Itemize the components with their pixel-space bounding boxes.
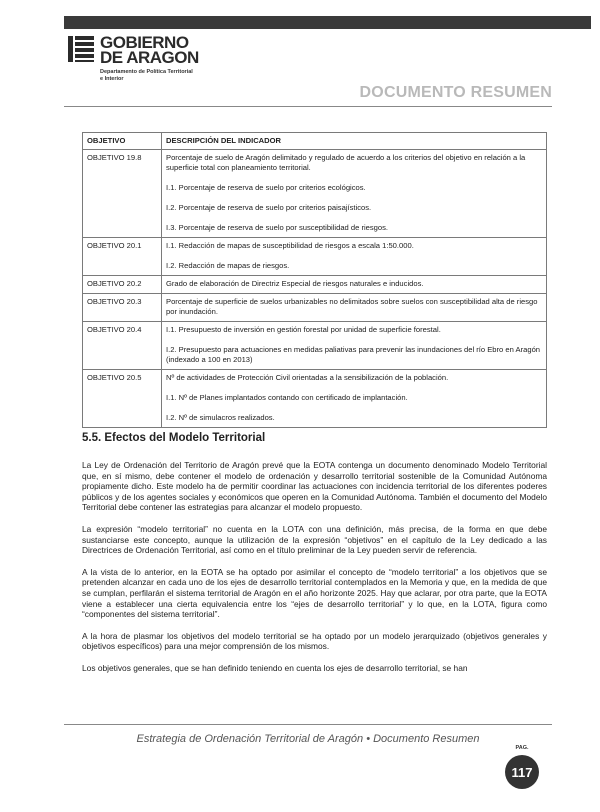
page-number: 117 [505, 755, 539, 789]
indicator-line: I.1. Porcentaje de reserva de suelo por criterios ecológicos. [166, 183, 366, 192]
aragon-logo-icon [66, 34, 96, 64]
indicator-line: I.2. Redacción de mapas de riesgos. [166, 261, 290, 270]
descripcion-cell [162, 370, 547, 428]
body-paragraph: La Ley de Ordenación del Territorio de Aragón prevé que la EOTA contenga un documento denominado Modelo Territorial que, en sí mismo, debe contener el modelo de ordenación y desarrollo territorial sostenible de la Comunidad Autónoma propiamente dicho. Este modelo ha de permitir coordinar las actuaciones con incidencia territorial de los diferentes poderes públicos y de los agentes sociales y económicos que operen en la Comunidad Autónoma. También el documento del Modelo Territorial debe contener las estrategias para alcanzar el modelo propuesto. [82, 460, 547, 513]
descripcion-cell [162, 294, 547, 322]
indicator-line: I.2. Porcentaje de reserva de suelo por criterios paisajísticos. [166, 203, 372, 212]
indicator-line: I.1. Nº de Planes implantados contando con certificado de implantación. [166, 393, 408, 402]
body-paragraph: La expresión “modelo territorial” no cuenta en la LOTA con una definición, más precisa, de la forma en que debe sustanciarse este concepto, aunque la utilización de la expresión “objetivos” en el capítulo de la Ley dedicado a las Directrices de Ordenación Territorial, así como en el título preliminar de la Ley pueden servir de referencia. [82, 523, 547, 556]
indicator-line: I.2. Nº de simulacros realizados. [166, 413, 275, 422]
indicator-line: Grado de elaboración de Directriz Especial de riesgos naturales e inducidos. [166, 279, 424, 288]
top-bar [64, 16, 591, 29]
footer-divider [64, 724, 552, 725]
logo-department [100, 69, 220, 83]
table-row [83, 150, 547, 238]
table-row [83, 322, 547, 370]
indicator-line: Porcentaje de suelo de Aragón delimitado y regulado de acuerdo a los criterios del objetivo en relación a la superficie total con planeamiento territorial. [166, 153, 526, 172]
column-header-objetivo: OBJETIVO [83, 133, 162, 150]
indicator-line: I.2. Presupuesto para actuaciones en medidas paliativas para prevenir las inundaciones del río Ebro en Aragón (indexado a 100 en 2013) [166, 345, 541, 364]
footer-title: Estrategia de Ordenación Territorial de Aragón • Documento Resumen [136, 733, 480, 745]
header-divider [64, 106, 552, 107]
objetivo-cell: OBJETIVO 20.1 [83, 238, 162, 276]
indicator-line: I.1. Redacción de mapas de susceptibilidad de riesgos a escala 1:50.000. [166, 241, 414, 250]
body-paragraph: A la vista de lo anterior, en la EOTA se ha optado por asimilar el concepto de “modelo territorial” a los objetivos que se pretenden alcanzar en cada uno de los ejes de desarrollo territorial contemplados en la Memoria y que, en la medida de que se cumplan, perfilarán el sistema territorial de Aragón en el año horizonte 2025. Hay que aclarar, por otra parte, que la EOTA viene a establecer una cierta equivalencia entre los “ejes de desarrollo territorial” y lo que, en la LOTA, figura como “componentes del sistema territorial”. [82, 566, 547, 620]
objetivo-cell: OBJETIVO 19.8 [83, 150, 162, 238]
page-label: PAG. [515, 745, 529, 751]
descripcion-cell [162, 150, 547, 238]
indicator-line: Nº de actividades de Protección Civil orientadas a la sensibilización de la población. [166, 373, 449, 382]
table-row [83, 276, 547, 294]
objetivo-cell: OBJETIVO 20.2 [83, 276, 162, 294]
logo-department-line2: e Interior [100, 76, 124, 82]
objetivo-cell: OBJETIVO 20.5 [83, 370, 162, 428]
descripcion-cell [162, 322, 547, 370]
table-row [83, 238, 547, 276]
objetivo-cell: OBJETIVO 20.4 [83, 322, 162, 370]
logo-department-line1: Departamento de Política Territorial [100, 69, 193, 75]
logo-text-line2: DE ARAGON [100, 48, 199, 67]
indicators-table [82, 132, 547, 428]
table-row [83, 294, 547, 322]
column-header-descripcion: DESCRIPCIÓN DEL INDICADOR [162, 133, 547, 150]
descripcion-cell [162, 276, 547, 294]
section-heading: 5.5. Efectos del Modelo Territorial [82, 432, 266, 444]
table-header-row [83, 133, 547, 150]
indicator-line: I.3. Porcentaje de reserva de suelo por susceptibilidad de riesgos. [166, 223, 389, 232]
logo-text-line1: GOBIERNO [100, 33, 189, 52]
document-title: DOCUMENTO RESUMEN [359, 84, 552, 101]
indicator-line: Porcentaje de superficie de suelos urbanizables no delimitados sobre suelos con susceptibilidad alta de riesgo por inundación. [166, 297, 538, 316]
section-body [82, 460, 547, 685]
body-paragraph: Los objetivos generales, que se han definido teniendo en cuenta los ejes de desarrollo territorial, se han [82, 662, 468, 673]
body-paragraph: A la hora de plasmar los objetivos del modelo territorial se ha optado por un modelo jerarquizado (objetivos generales y objetivos específicos) para una mejor comprensión de los mismos. [82, 630, 547, 652]
descripcion-cell [162, 238, 547, 276]
objetivo-cell: OBJETIVO 20.3 [83, 294, 162, 322]
table-row [83, 370, 547, 428]
gobierno-aragon-logo [66, 34, 216, 90]
indicator-line: I.1. Presupuesto de inversión en gestión forestal por unidad de superficie forestal. [166, 325, 441, 334]
